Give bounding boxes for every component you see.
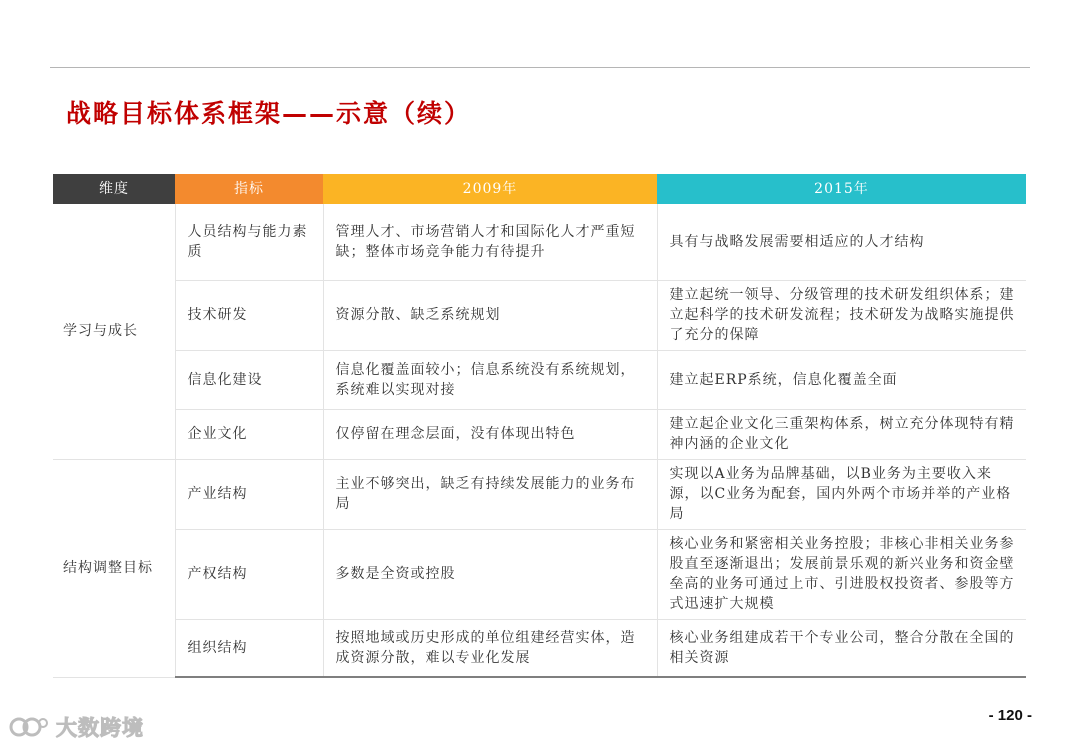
cell-2015: 建立起ERP系统，信息化覆盖全面 bbox=[657, 350, 1026, 409]
cell-2015: 建立起统一领导、分级管理的技术研发组织体系；建立起科学的技术研发流程；技术研发为战略实施提供了充分的保障 bbox=[657, 280, 1026, 350]
indicator-cell: 产业结构 bbox=[175, 459, 323, 529]
cell-2015: 核心业务和紧密相关业务控股；非核心非相关业务参股直至逐渐退出；发展前景乐观的新兴业务和资金壁垒高的业务可通过上市、引进股权投资者、参股等方式迅速扩大规模 bbox=[657, 529, 1026, 619]
header-2009: 2009年 bbox=[323, 174, 657, 204]
indicator-cell: 人员结构与能力素质 bbox=[175, 204, 323, 280]
table-row bbox=[53, 529, 1026, 619]
table-row bbox=[53, 619, 1026, 677]
chain-link-icon bbox=[8, 714, 50, 740]
cell-2009: 仅停留在理念层面，没有体现出特色 bbox=[323, 409, 657, 459]
cell-2009: 信息化覆盖面较小；信息系统没有系统规划，系统难以实现对接 bbox=[323, 350, 657, 409]
cell-2009: 按照地域或历史形成的单位组建经营实体，造成资源分散，难以专业化发展 bbox=[323, 619, 657, 677]
indicator-cell: 企业文化 bbox=[175, 409, 323, 459]
cell-2015: 实现以A业务为品牌基础，以B业务为主要收入来源，以C业务为配套，国内外两个市场并举的产业格局 bbox=[657, 459, 1026, 529]
cell-2009: 管理人才、市场营销人才和国际化人才严重短缺；整体市场竞争能力有待提升 bbox=[323, 204, 657, 280]
cell-2015: 建立起企业文化三重架构体系，树立充分体现特有精神内涵的企业文化 bbox=[657, 409, 1026, 459]
header-dimension: 维度 bbox=[53, 174, 175, 204]
table-row bbox=[53, 409, 1026, 459]
page-number: - 120 - bbox=[988, 707, 1032, 724]
table-row bbox=[53, 204, 1026, 280]
header-2015: 2015年 bbox=[657, 174, 1026, 204]
footer-logo bbox=[8, 712, 144, 742]
cell-2015: 核心业务组建成若干个专业公司，整合分散在全国的相关资源 bbox=[657, 619, 1026, 677]
indicator-cell: 信息化建设 bbox=[175, 350, 323, 409]
cell-2009: 多数是全资或控股 bbox=[323, 529, 657, 619]
logo-text: 大数跨境 bbox=[56, 716, 144, 740]
top-divider bbox=[50, 67, 1030, 68]
table-row bbox=[53, 280, 1026, 350]
strategy-table bbox=[53, 174, 1026, 678]
table-row bbox=[53, 350, 1026, 409]
page-title: 战略目标体系框架——示意（续） bbox=[66, 99, 472, 128]
header-indicator: 指标 bbox=[175, 174, 323, 204]
cell-2009: 资源分散、缺乏系统规划 bbox=[323, 280, 657, 350]
cell-2009: 主业不够突出，缺乏有持续发展能力的业务布局 bbox=[323, 459, 657, 529]
table-row bbox=[53, 459, 1026, 529]
dimension-cell-structure: 结构调整目标 bbox=[53, 459, 175, 677]
cell-2015: 具有与战略发展需要相适应的人才结构 bbox=[657, 204, 1026, 280]
indicator-cell: 产权结构 bbox=[175, 529, 323, 619]
table-header-row bbox=[53, 174, 1026, 204]
indicator-cell: 组织结构 bbox=[175, 619, 323, 677]
dimension-cell-learning: 学习与成长 bbox=[53, 204, 175, 459]
indicator-cell: 技术研发 bbox=[175, 280, 323, 350]
